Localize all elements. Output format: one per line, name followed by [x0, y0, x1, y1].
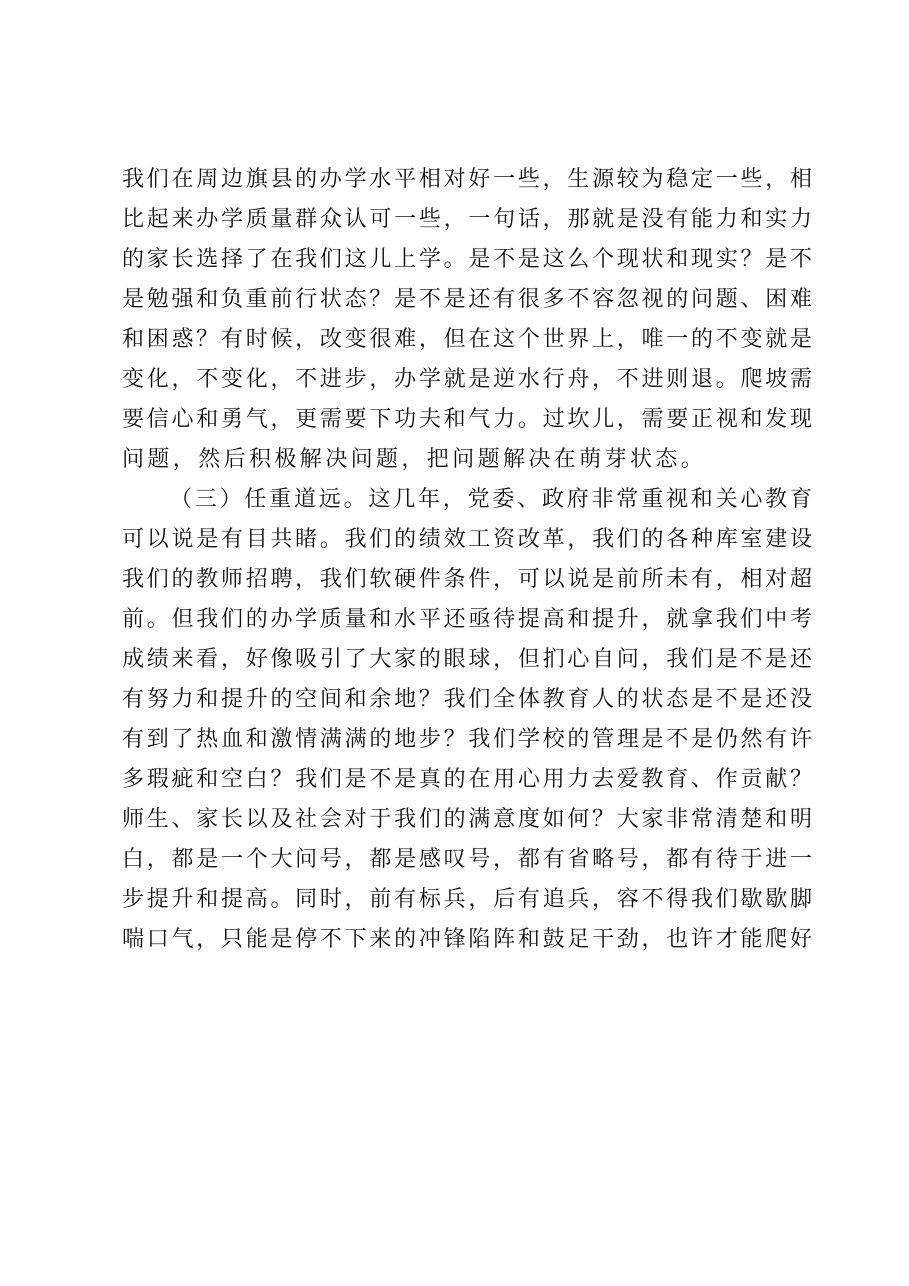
text-line: 有努力和提升的空间和余地？我们全体教育人的状态是不是还没: [122, 687, 812, 712]
text-line: 成绩来看，好像吸引了大家的眼球，但扪心自问，我们是不是还: [122, 647, 812, 672]
text-line: 前。但我们的办学质量和水平还亟待提高和提升，就拿我们中考: [122, 607, 812, 632]
text-line: 变化，不变化，不进步，办学就是逆水行舟，不进则退。爬坡需: [122, 367, 812, 392]
text-line: 是勉强和负重前行状态？是不是还有很多不容忽视的问题、困难: [122, 287, 812, 312]
section-heading-line: （三）任重道远。这几年，党委、政府非常重视和关心教育: [170, 487, 812, 512]
text-line: 问题，然后积极解决问题，把问题解决在萌芽状态。: [122, 447, 707, 472]
text-line: 师生、家长以及社会对于我们的满意度如何？大家非常清楚和明: [122, 807, 812, 832]
text-line: 喘口气，只能是停不下来的冲锋陷阵和鼓足干劲，也许才能爬好: [122, 927, 812, 952]
text-line: 白，都是一个大问号，都是感叹号，都有省略号，都有待于进一: [122, 847, 812, 872]
text-line: 可以说是有目共睹。我们的绩效工资改革，我们的各种库室建设: [122, 527, 812, 552]
text-line: 多瑕疵和空白？我们是不是真的在用心用力去爱教育、作贡献？: [122, 767, 812, 792]
text-line: 比起来办学质量群众认可一些，一句话，那就是没有能力和实力: [122, 207, 812, 232]
text-line: 的家长选择了在我们这儿上学。是不是这么个现状和现实？是不: [122, 247, 812, 272]
text-line: 要信心和勇气，更需要下功夫和气力。过坎儿，需要正视和发现: [122, 407, 812, 432]
text-line: 我们在周边旗县的办学水平相对好一些，生源较为稳定一些，相: [122, 167, 812, 192]
text-line: 有到了热血和激情满满的地步？我们学校的管理是不是仍然有许: [122, 727, 812, 752]
body-text: [122, 160, 812, 960]
text-line: 我们的教师招聘，我们软硬件条件，可以说是前所未有，相对超: [122, 567, 812, 592]
text-line: 步提升和提高。同时，前有标兵，后有追兵，容不得我们歇歇脚: [122, 887, 812, 912]
text-line: 和困惑？有时候，改变很难，但在这个世界上，唯一的不变就是: [122, 327, 812, 352]
